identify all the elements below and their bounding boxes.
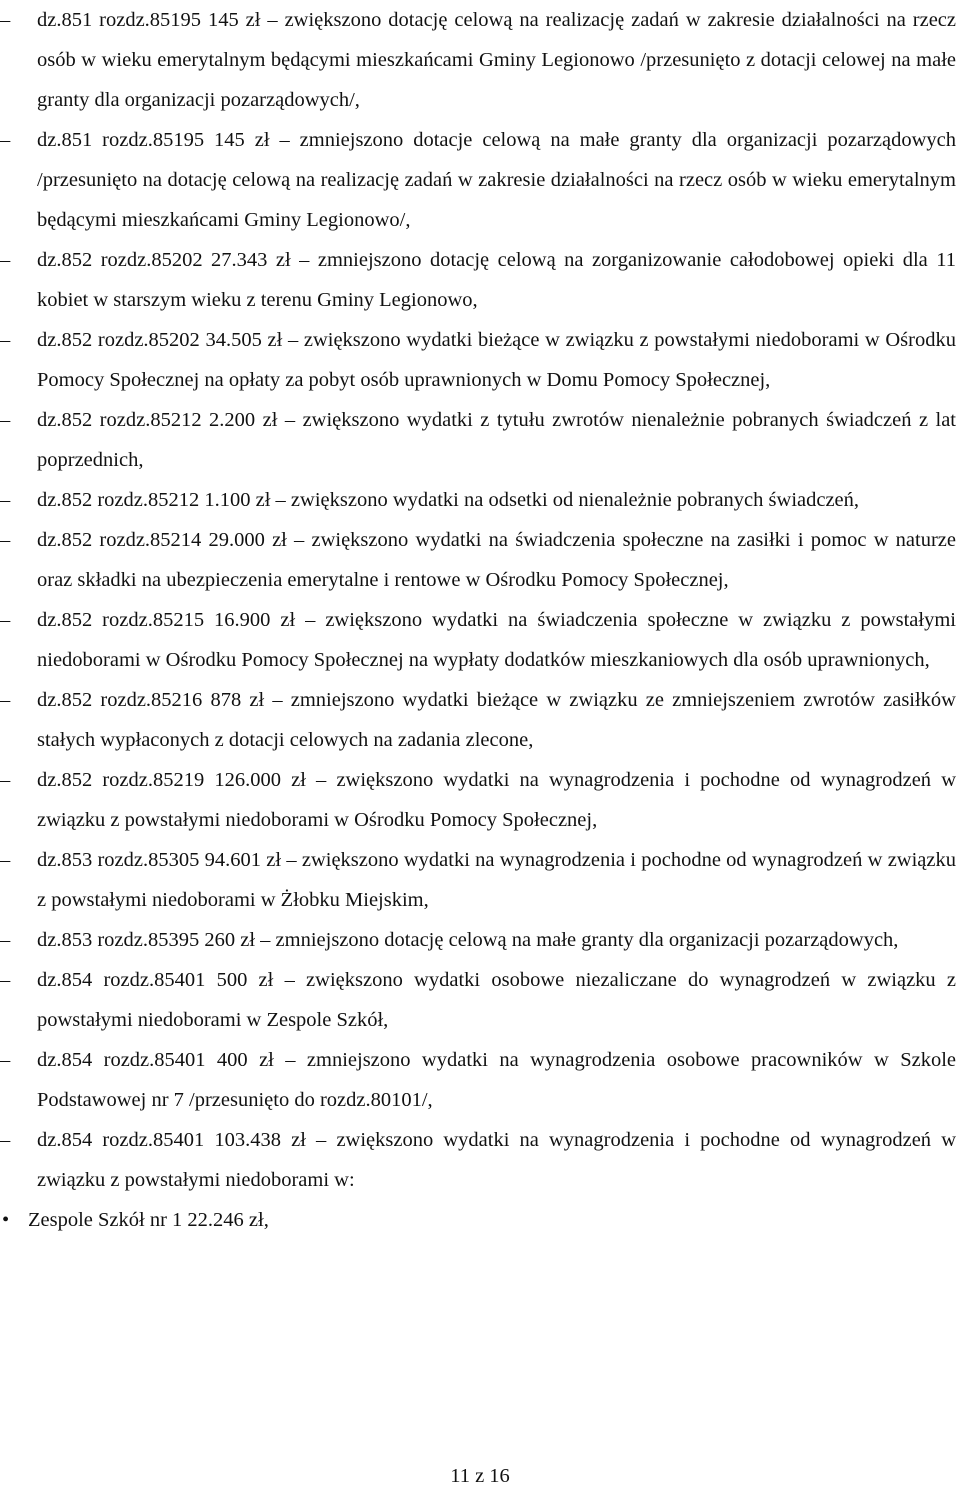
list-item [0, 320, 958, 400]
list-item-text: dz.852 rozdz.85216 878 zł – zmniejszono wydatki bieżące w związku ze zmniejszeniem zwrotów zasiłków stałych wypłaconych z dotacji celowych na zadania zlecone, [37, 689, 956, 751]
bullet-item [0, 1200, 958, 1240]
bullet-marker: • [2, 1209, 10, 1231]
list-item [0, 240, 958, 320]
list-item-text: dz.851 rozdz.85195 145 zł – zmniejszono dotacje celową na małe granty dla organizacji pozarządowych /przesunięto na dotację celową na realizację zadań w zakresie działalności na rzecz osób w wieku emerytalnym będącymi mieszkańcami Gminy Legionowo/, [37, 129, 956, 231]
list-item [0, 840, 958, 920]
list-item [0, 120, 958, 240]
list-item [0, 520, 958, 600]
list-item-text: dz.852 rozdz.85202 27.343 zł – zmniejszono dotację celową na zorganizowanie całodobowej opieki dla 11 kobiet w starszym wieku z terenu Gminy Legionowo, [37, 249, 956, 311]
list-item-text: dz.853 rozdz.85395 260 zł – zmniejszono dotację celową na małe granty dla organizacji pozarządowych, [37, 929, 899, 951]
dash-marker: – [0, 9, 11, 31]
dash-marker: – [0, 929, 11, 951]
list-item-text: dz.852 rozdz.85202 34.505 zł – zwiększono wydatki bieżące w związku z powstałymi niedoborami w Ośrodku Pomocy Społecznej na opłaty za pobyt osób uprawnionych w Domu Pomocy Społecznej, [37, 329, 956, 391]
list-item [0, 960, 958, 1040]
dash-marker: – [0, 329, 11, 351]
list-item-text: dz.854 rozdz.85401 400 zł – zmniejszono wydatki na wynagrodzenia osobowe pracowników w Szkole Podstawowej nr 7 /przesunięto do rozdz.80101/, [37, 1049, 956, 1111]
list-item-text: dz.854 rozdz.85401 103.438 zł – zwiększono wydatki na wynagrodzenia i pochodne od wynagrodzeń w związku z powstałymi niedoborami w: [37, 1129, 956, 1191]
list-item-text: dz.852 rozdz.85219 126.000 zł – zwiększono wydatki na wynagrodzenia i pochodne od wynagrodzeń w związku z powstałymi niedoborami w Ośrodku Pomocy Społecznej, [37, 769, 956, 831]
dash-marker: – [0, 1129, 11, 1151]
dash-marker: – [0, 129, 11, 151]
list-item-text: dz.852 rozdz.85212 2.200 zł – zwiększono wydatki z tytułu zwrotów nienależnie pobranych świadczeń z lat poprzednich, [37, 409, 956, 471]
list-item [0, 480, 958, 520]
list-item [0, 1120, 958, 1200]
dash-marker: – [0, 769, 11, 791]
dash-marker: – [0, 1049, 11, 1071]
list-item-text: dz.852 rozdz.85212 1.100 zł – zwiększono wydatki na odsetki od nienależnie pobranych świadczeń, [37, 489, 860, 511]
list-item [0, 680, 958, 760]
list-item [0, 1040, 958, 1120]
dash-marker: – [0, 489, 11, 511]
dash-marker: – [0, 529, 11, 551]
list-item [0, 760, 958, 840]
list-item-text: dz.854 rozdz.85401 500 zł – zwiększono wydatki osobowe niezaliczane do wynagrodzeń w związku z powstałymi niedoborami w Zespole Szkół, [37, 969, 956, 1031]
dash-marker: – [0, 849, 11, 871]
dash-marker: – [0, 609, 11, 631]
list-item-text: dz.852 rozdz.85214 29.000 zł – zwiększono wydatki na świadczenia społeczne na zasiłki i pomoc w naturze oraz składki na ubezpieczenia emerytalne i rentowe w Ośrodku Pomocy Społecznej, [37, 529, 956, 591]
page-number: 11 z 16 [450, 1465, 510, 1487]
list-item [0, 0, 958, 120]
list-item [0, 600, 958, 680]
list-item [0, 400, 958, 480]
bullet-item-text: Zespole Szkół nr 1 22.246 zł, [28, 1209, 269, 1231]
list-item [0, 920, 958, 960]
list-item-text: dz.853 rozdz.85305 94.601 zł – zwiększono wydatki na wynagrodzenia i pochodne od wynagrodzeń w związku z powstałymi niedoborami w Żłobku Miejskim, [37, 849, 956, 911]
dash-marker: – [0, 689, 11, 711]
list-item-text: dz.852 rozdz.85215 16.900 zł – zwiększono wydatki na świadczenia społeczne w związku z powstałymi niedoborami w Ośrodku Pomocy Społecznej na wypłaty dodatków mieszkaniowych dla osób uprawnionych, [37, 609, 956, 671]
list-item-text: dz.851 rozdz.85195 145 zł – zwiększono dotację celową na realizację zadań w zakresie działalności na rzecz osób w wieku emerytalnym będącymi mieszkańcami Gminy Legionowo /przesunięto z dotacji celowej na małe granty dla organizacji pozarządowych/, [37, 9, 956, 111]
dash-marker: – [0, 409, 11, 431]
dash-marker: – [0, 969, 11, 991]
dash-marker: – [0, 249, 11, 271]
